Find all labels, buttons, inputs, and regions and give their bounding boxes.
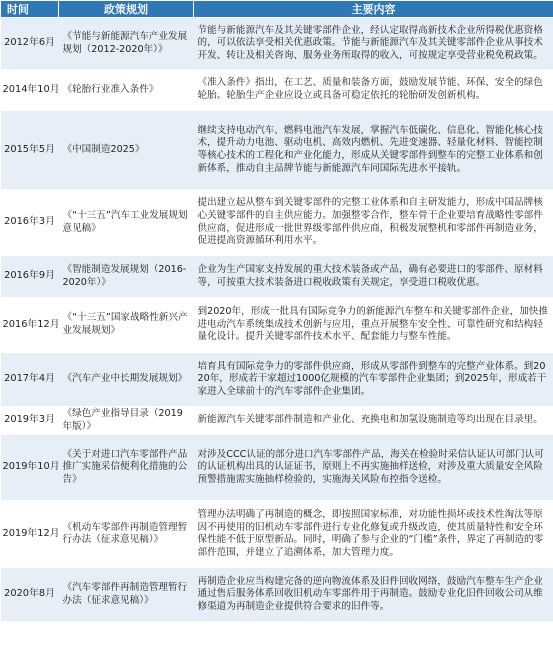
row-policy: 《智能制造发展规划（2016-2020年）》	[59, 256, 194, 298]
row-policy: 《轮胎行业准入条件》	[59, 70, 194, 111]
row-date: 2019年12月	[1, 501, 59, 568]
row-policy: 《关于对进口汽车零部件产品推广实施采信便利化措施的公告》	[59, 435, 194, 501]
table-row	[1, 298, 553, 353]
table-row	[1, 70, 553, 111]
row-date: 2012年6月	[1, 18, 59, 70]
row-date: 2017年4月	[1, 353, 59, 407]
header-row	[1, 1, 553, 18]
table-row	[1, 407, 553, 435]
row-date: 2020年8月	[1, 568, 59, 622]
header-content: 主要内容	[194, 1, 553, 18]
table-row	[1, 111, 553, 190]
row-date: 2016年12月	[1, 298, 59, 353]
row-policy: 《“十三五”汽车工业发展规划意见稿》	[59, 190, 194, 256]
header-date: 时间	[1, 1, 59, 18]
row-content: 到2020年，形成一批具有国际竞争力的新能源汽车整车和关键零部件企业，加快推进电动汽车系统集成技术创新与应用，重点开展整车安全性、可靠性研究和结构轻量化设计。提升关键零部件技术水平、配套能力与整车性能。	[194, 298, 553, 353]
row-policy: 《中国制造2025》	[59, 111, 194, 190]
table-row	[1, 353, 553, 407]
row-policy: 《节能与新能源汽车产业发展规划（2012-2020年）》	[59, 18, 194, 70]
row-content: 管理办法明确了再制造的概念，即按照国家标准，对功能性损坏或技术性淘汰等原因不再使用的旧机动车零部件进行专业化修复或升级改造，使其质量特性和安全环保性能不低于原型新品。同时，明确了参与企业的“门槛”条件，界定了再制造的零部件范围，并建立了追溯体系，加大管理力度。	[194, 501, 553, 568]
row-content: 提出建立起从整车到关键零部件的完整工业体系和自主研发能力，形成中国品牌核心关键零部件的自主供应能力。加强整零合作，整车骨干企业要培育战略性零部件供应商，促进形成一批世界级零部件供应商，积极发展整机和零部件再制造业务，促进提高资源循环利用水平。	[194, 190, 553, 256]
row-policy: 《机动车零部件再制造管理暂行办法（征求意见稿）》	[59, 501, 194, 568]
table-row	[1, 568, 553, 622]
header-policy: 政策规划	[59, 1, 194, 18]
table-row	[1, 190, 553, 256]
table-row	[1, 501, 553, 568]
row-content: 新能源汽车关键零部件制造和产业化、充换电和加氢设施制造等均出现在目录里。	[194, 407, 553, 435]
row-date: 2014年10月	[1, 70, 59, 111]
table-row	[1, 256, 553, 298]
row-content: 再制造企业应当构建完备的逆向物流体系及旧件回收网络，鼓励汽车整车生产企业通过售后服务体系回收旧机动车零部件用于再制造。鼓励专业化旧件回收公司从维修渠道为再制造企业提供符合要求的旧件等。	[194, 568, 553, 622]
table-row	[1, 435, 553, 501]
row-date: 2016年9月	[1, 256, 59, 298]
row-date: 2016年3月	[1, 190, 59, 256]
row-policy: 《汽车产业中长期发展规划》	[59, 353, 194, 407]
row-content: 节能与新能源汽车及其关键零部件企业，经认定取得高新技术企业所得税优惠资格的，可以依法享受相关优惠政策。节能与新能源汽车及其关键零部件企业从事技术开发、转让及相关咨询、服务业务所取得的收入，可按规定享受营业税免税政策。	[194, 18, 553, 70]
row-policy: 《“十三五”国家战略性新兴产业发展规划》	[59, 298, 194, 353]
row-date: 2019年3月	[1, 407, 59, 435]
table-row	[1, 18, 553, 70]
row-content: 企业为生产国家支持发展的重大技术装备或产品，确有必要进口的零部件、原材料等，可按重大技术装备进口税收政策有关规定，享受进口税收优惠。	[194, 256, 553, 298]
row-date: 2015年5月	[1, 111, 59, 190]
row-content: 《准入条件》指出，在工艺、质量和装备方面，鼓励发展节能、环保、安全的绿色轮胎。轮胎生产企业应设立或具备可稳定依托的轮胎研发创新机构。	[194, 70, 553, 111]
row-content: 继续支持电动汽车、燃料电池汽车发展，掌握汽车低碳化、信息化、智能化核心技术，提升动力电池、驱动电机、高效内燃机、先进变速器、轻量化材料、智能控制等核心技术的工程化和产业化能力，形成从关键零部件到整车的完整工业体系和创新体系，推动自主品牌节能与新能源汽车同国际先进水平接轨。	[194, 111, 553, 190]
row-date: 2019年10月	[1, 435, 59, 501]
row-policy: 《汽车零部件再制造管理暂行办法（征求意见稿）》	[59, 568, 194, 622]
row-policy: 《绿色产业指导目录（2019年版）》	[59, 407, 194, 435]
row-content: 对涉及CCC认证的部分进口汽车零部件产品，海关在检验时采信认证认可部门认可的认证机构出具的认证证书，原则上不再实施抽样送检，对涉及重大质量安全风险预警措施需实施抽样检验的，实施海关风险布控指令送检。	[194, 435, 553, 501]
row-content: 培育具有国际竞争力的零部件供应商，形成从零部件到整车的完整产业体系。到2020年，形成若干家超过1000亿规模的汽车零部件企业集团；到2025年，形成若干家进入全球前十的汽车零部件企业集团。	[194, 353, 553, 407]
